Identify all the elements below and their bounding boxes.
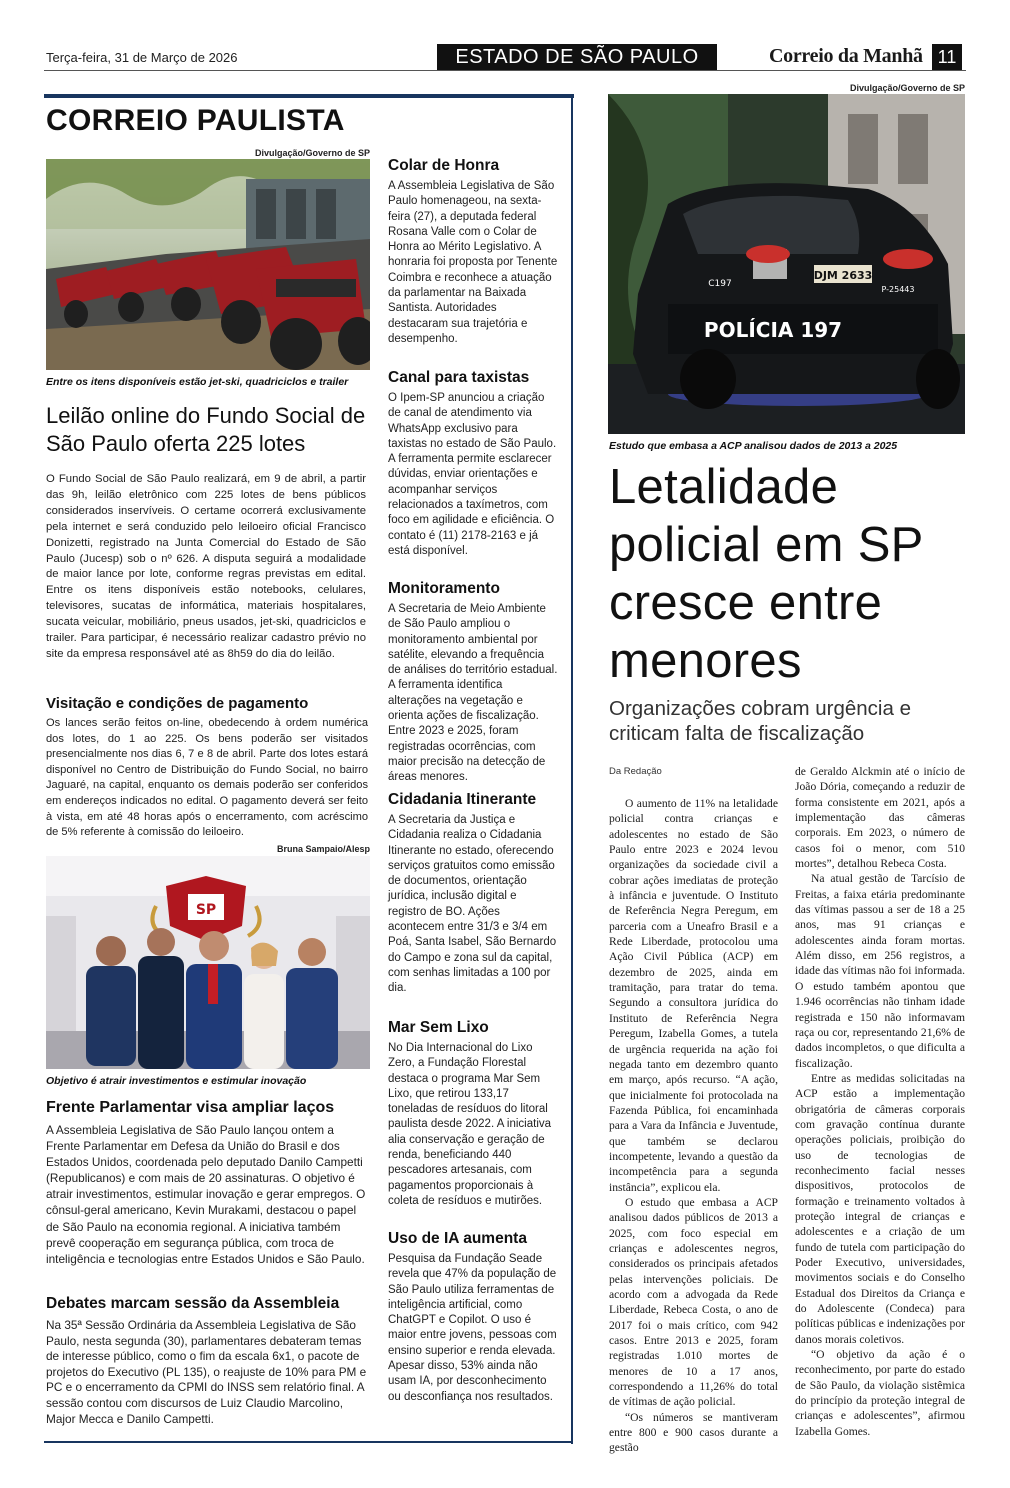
main-photo-credit: Divulgação/Governo de SP xyxy=(849,83,965,93)
note-text: O Ipem-SP anunciou a criação de canal de atendimento via WhatsApp exclusivo para taxistas no estado de São Paulo. A ferramenta permite esclarecer dúvidas, enviar orientações e acompanhar serviços relacionados a taxímetros, com foco em agilidade e eficiência. O contato é (11) 2178-2163 e já está disponível. xyxy=(388,392,557,557)
column-frame-right xyxy=(571,94,573,1444)
note-title: Cidadania Itinerante xyxy=(388,791,537,808)
paragraph: Na atual gestão de Tarcísio de Freitas, a faixa etária predominante das vítimas passou a ser de 18 a 25 anos, mas 91 crianças e adolescentes ainda foram mortas. Além disso, em 256 registros, a idade das vítimas não foi informada. O estudo também apontou que 1.946 ocorrências não tinham idade registrada e 150 não informavam raça ou cor, representando 21,6% de dados incompletos, o que dificulta a fiscalização. xyxy=(795,872,965,1070)
paragraph: O aumento de 11% na letalidade policial contra crianças e adolescentes no estado de São Paulo entre 2023 e 2024 levou organizações da sociedade civil a cobrar ações imediatas de proteção à infância e juventude. O Instituto de Referência Negra Peregum, em parceria com a Uneafro Brasil e a Rede Liberdade, protocolou uma Ação Civil Pública (ACP) em dezembro de 2025, ainda em tramitação, para tratar do tema. Segundo a consultora jurídica do Instituto de Referência Negra Peregum, Izabella Gomes, a tutela de urgência requerida na ação foi negada tanto em dezembro quanto em março, após recurso. “A ação, que inicialmente foi protocolada na Fazenda Pública, foi encaminhada para a Vara da Infância e Juventude, que também se declarou incompetente, levando a questão da incompetência para a segunda instância”, explicou ela. xyxy=(609,797,778,1194)
paragraph: O estudo que embasa a ACP analisou dados públicos de 2013 a 2025, com foco especial em crianças e adolescentes negros, considerados os principais afetados pelas intervenções policiais. De acordo com a advogada da Rede Liberdade, Rebeca Costa, o ano de 2017 foi o mais crítico, com 942 casos. Entre 2013 e 2025, foram registradas 1.010 mortes de menores de 10 a 17 anos, correspondendo a 11,26% do total de vítimas de ação policial. xyxy=(609,1195,778,1409)
third-body: Na 35ª Sessão Ordinária da Assembleia Legislativa de São Paulo, nesta segunda (30), parlamentares debateram temas de interesse público, como o fim da escala 6x1, o pacote de projetos do Executivo (PL 135), o reajuste de 10% para PM e PC e o encerramento da CPMI do INSS sem relatório final. A sessão contou com discursos de Luiz Claudio Marcolino, Major Mecca e Danilo Campetti. xyxy=(46,1318,367,1426)
column-frame-top xyxy=(44,94,574,98)
paragraph: de Geraldo Alckmin até o início de João Dória, começando a reduzir de forma consistente em 2021, após a implementação das câmeras corporais. Em 2023, o número de casos foi o menor, com 510 mortes”, detalhou Rebeca Costa. xyxy=(795,765,965,871)
lead-headline: Leilão online do Fundo Social de São Paulo oferta 225 lotes xyxy=(46,403,366,456)
note-title: Uso de IA aumenta xyxy=(388,1230,527,1247)
header-date: Terça-feira, 31 de Março de 2026 xyxy=(46,50,238,65)
column-title: CORREIO PAULISTA xyxy=(46,104,345,137)
emblem-text: SP xyxy=(195,902,217,918)
note-text: A Secretaria de Meio Ambiente de São Paulo ampliou o monitoramento ambiental por satélite, elevando a frequência de análises do território estadual. A ferramenta identifica alterações na vegetação e orienta ações de fiscalização. Entre 2023 e 2025, foram registradas ocorrências, com maior precisão na detecção de áreas menores. xyxy=(388,603,558,784)
note-title: Canal para taxistas xyxy=(388,369,530,386)
car-door-text: POLÍCIA 197 xyxy=(703,318,843,342)
note-text: No Dia Internacional do Lixo Zero, a Fundação Florestal destaca o programa Mar Sem Lixo, que retirou 133,17 toneladas de resíduos do litoral paulista desde 2022. A iniciativa alia conservação e geração de renda, beneficiando 440 pescadores artesanais, com pagamentos proporcionais à coleta de resíduos e mutirões. xyxy=(388,1042,552,1207)
byline: Da Redação xyxy=(609,766,662,777)
second-headline: Frente Parlamentar visa ampliar laços xyxy=(46,1099,335,1116)
photo-caption-2: Objetivo é atrair investimentos e estimular inovação xyxy=(46,1075,307,1087)
main-headline: Letalidade policial em SP cresce entre menores xyxy=(609,460,923,688)
second-body: A Assembleia Legislativa de São Paulo lançou ontem a Frente Parlamentar em Defesa da União do Brasil e dos Estados Unidos, coordenada pelo deputado Danilo Campetti (Republicanos) e com mais de 20 assinaturas. O objetivo é atrair investimentos, estimular inovação e gerar empregos. O cônsul-geral americano, Kevin Murakami, destacou o papel de São Paulo na economia regional. A iniciativa também prevê cooperação em segurança pública, com troca de inteligência e tecnologias entre Estados Unidos e São Paulo. xyxy=(46,1123,366,1266)
page-number: 11 xyxy=(932,44,962,70)
note-text: Pesquisa da Fundação Seade revela que 47% da população de São Paulo utiliza ferramentas de inteligência artificial, como ChatGPT e Copilot. O uso é maior entre jovens, pessoas com ensino superior e renda elevada. Apesar disso, 53% ainda não usam IA, por desconhecimento ou desconfiança nos resultados. xyxy=(388,1253,557,1403)
paragraph: “Os números se mantiveram entre 800 e 900 casos durante a gestão xyxy=(609,1410,778,1455)
section-label: ESTADO DE SÃO PAULO xyxy=(437,44,717,70)
note-title: Mar Sem Lixo xyxy=(388,1019,489,1036)
lead-body-2: Os lances serão feitos on-line, obedecendo à ordem numérica dos lotes, do 1 ao 225. Os bens poderão ser visitados presencialmente nos dias 6, 7 e 8 de abril. Parte dos lotes estará disponível no Centro de Distribuição do Fundo Social, no bairro Jaguaré, na capital, enquanto os demais poderão ser conferidos em endereços indicados no edital. O pagamento deverá ser feito à vista, em até 48 horas após o encerramento, com acréscimo de 5% referente à comissão do leiloeiro. xyxy=(46,717,368,839)
paragraph: “O objetivo da ação é o reconhecimento, por parte do estado de São Paulo, da violação sistêmica do princípio da proteção integral de crianças e adolescentes”, afirmou Izabella Gomes. xyxy=(795,1348,965,1438)
note-title: Monitoramento xyxy=(388,580,500,597)
vehicle-code: P-25443 xyxy=(881,285,915,294)
photo-credit: Divulgação/Governo de SP xyxy=(254,148,370,158)
main-body-col1 xyxy=(609,796,778,1456)
column-frame-bottom xyxy=(44,1441,573,1443)
lead-body: O Fundo Social de São Paulo realizará, em 9 de abril, a partir das 9h, leilão eletrônico com 225 lotes de bens públicos considerados inservíveis. O certame ocorrerá exclusivamente pela internet e será conduzido pelo leiloeiro oficial Francisco Donizetti, registrado na Junta Comercial do Estado de São Paulo (Jucesp) sob o nº 626. A disputa seguirá a modalidade de maior lance por lote, conforme regras previstas em edital. Entre os itens disponíveis estão notebooks, celulares, televisores, sucatas de informática, materiais hospitalares, sucata veicular, mobiliário, pneus usados, jet-ski, quadriciclos e trailer. Para participar, é necessário realizar cadastro prévio no site da empresa responsável até as 8h59 do dia do leilão. xyxy=(46,473,366,660)
side-code: C197 xyxy=(708,279,732,289)
police-car-photo xyxy=(608,94,965,434)
photo-caption: Entre os itens disponíveis estão jet-ski, quadriciclos e trailer xyxy=(46,376,349,388)
note-text: A Secretaria da Justiça e Cidadania realiza o Cidadania Itinerante no estado, oferecendo serviços gratuitos como emissão de documentos, orientação jurídica, inclusão digital e registro de BO. Ações acontecem entre 31/3 e 3/4 em Poá, Santa Isabel, São Bernardo do Campo e zona sul da capital, com senhas limitadas a 100 por dia. xyxy=(388,814,557,995)
note-title: Colar de Honra xyxy=(388,157,500,174)
quad-bikes-photo xyxy=(46,159,370,370)
photo-credit-2: Bruna Sampaio/Alesp xyxy=(276,844,370,854)
parliament-photo xyxy=(46,856,370,1069)
main-deck: Organizações cobram urgência e criticam falta de fiscalização xyxy=(609,697,911,745)
paragraph: Entre as medidas solicitadas na ACP estão a implementação obrigatória de câmeras corporais com gravação contínua durante operações policiais, proibição do uso de tecnologias de reconhecimento facial nesses dispositivos, protocolos de formação e treinamento voltados à proteção integral de crianças e adolescentes e a criação de um fundo de tutela com participação do Poder Executivo, universidades, movimentos sociais e do Conselho Estadual dos Direitos da Criança e do Adolescente (Condeca) para políticas públicas e indenizações por danos morais coletivos. xyxy=(795,1071,965,1346)
main-photo-caption: Estudo que embasa a ACP analisou dados de 2013 a 2025 xyxy=(609,440,898,452)
main-body-col2 xyxy=(795,764,965,1439)
note-text: A Assembleia Legislativa de São Paulo homenageou, na sexta-feira (27), a deputada federal Rosana Valle com o Colar de Honra ao Mérito Legislativo. A honraria foi proposta por Tenente Coimbra e reconhece a atuação da parlamentar na Baixada Santista. Autoridades destacaram sua trajetória e desempenho. xyxy=(388,180,558,345)
newspaper-name: Correio da Manhã xyxy=(769,45,923,67)
header-rule xyxy=(44,70,966,71)
lead-subhead: Visitação e condições de pagamento xyxy=(46,695,309,712)
license-plate: DJM 2633 xyxy=(813,269,873,282)
third-headline: Debates marcam sessão da Assembleia xyxy=(46,1295,340,1312)
